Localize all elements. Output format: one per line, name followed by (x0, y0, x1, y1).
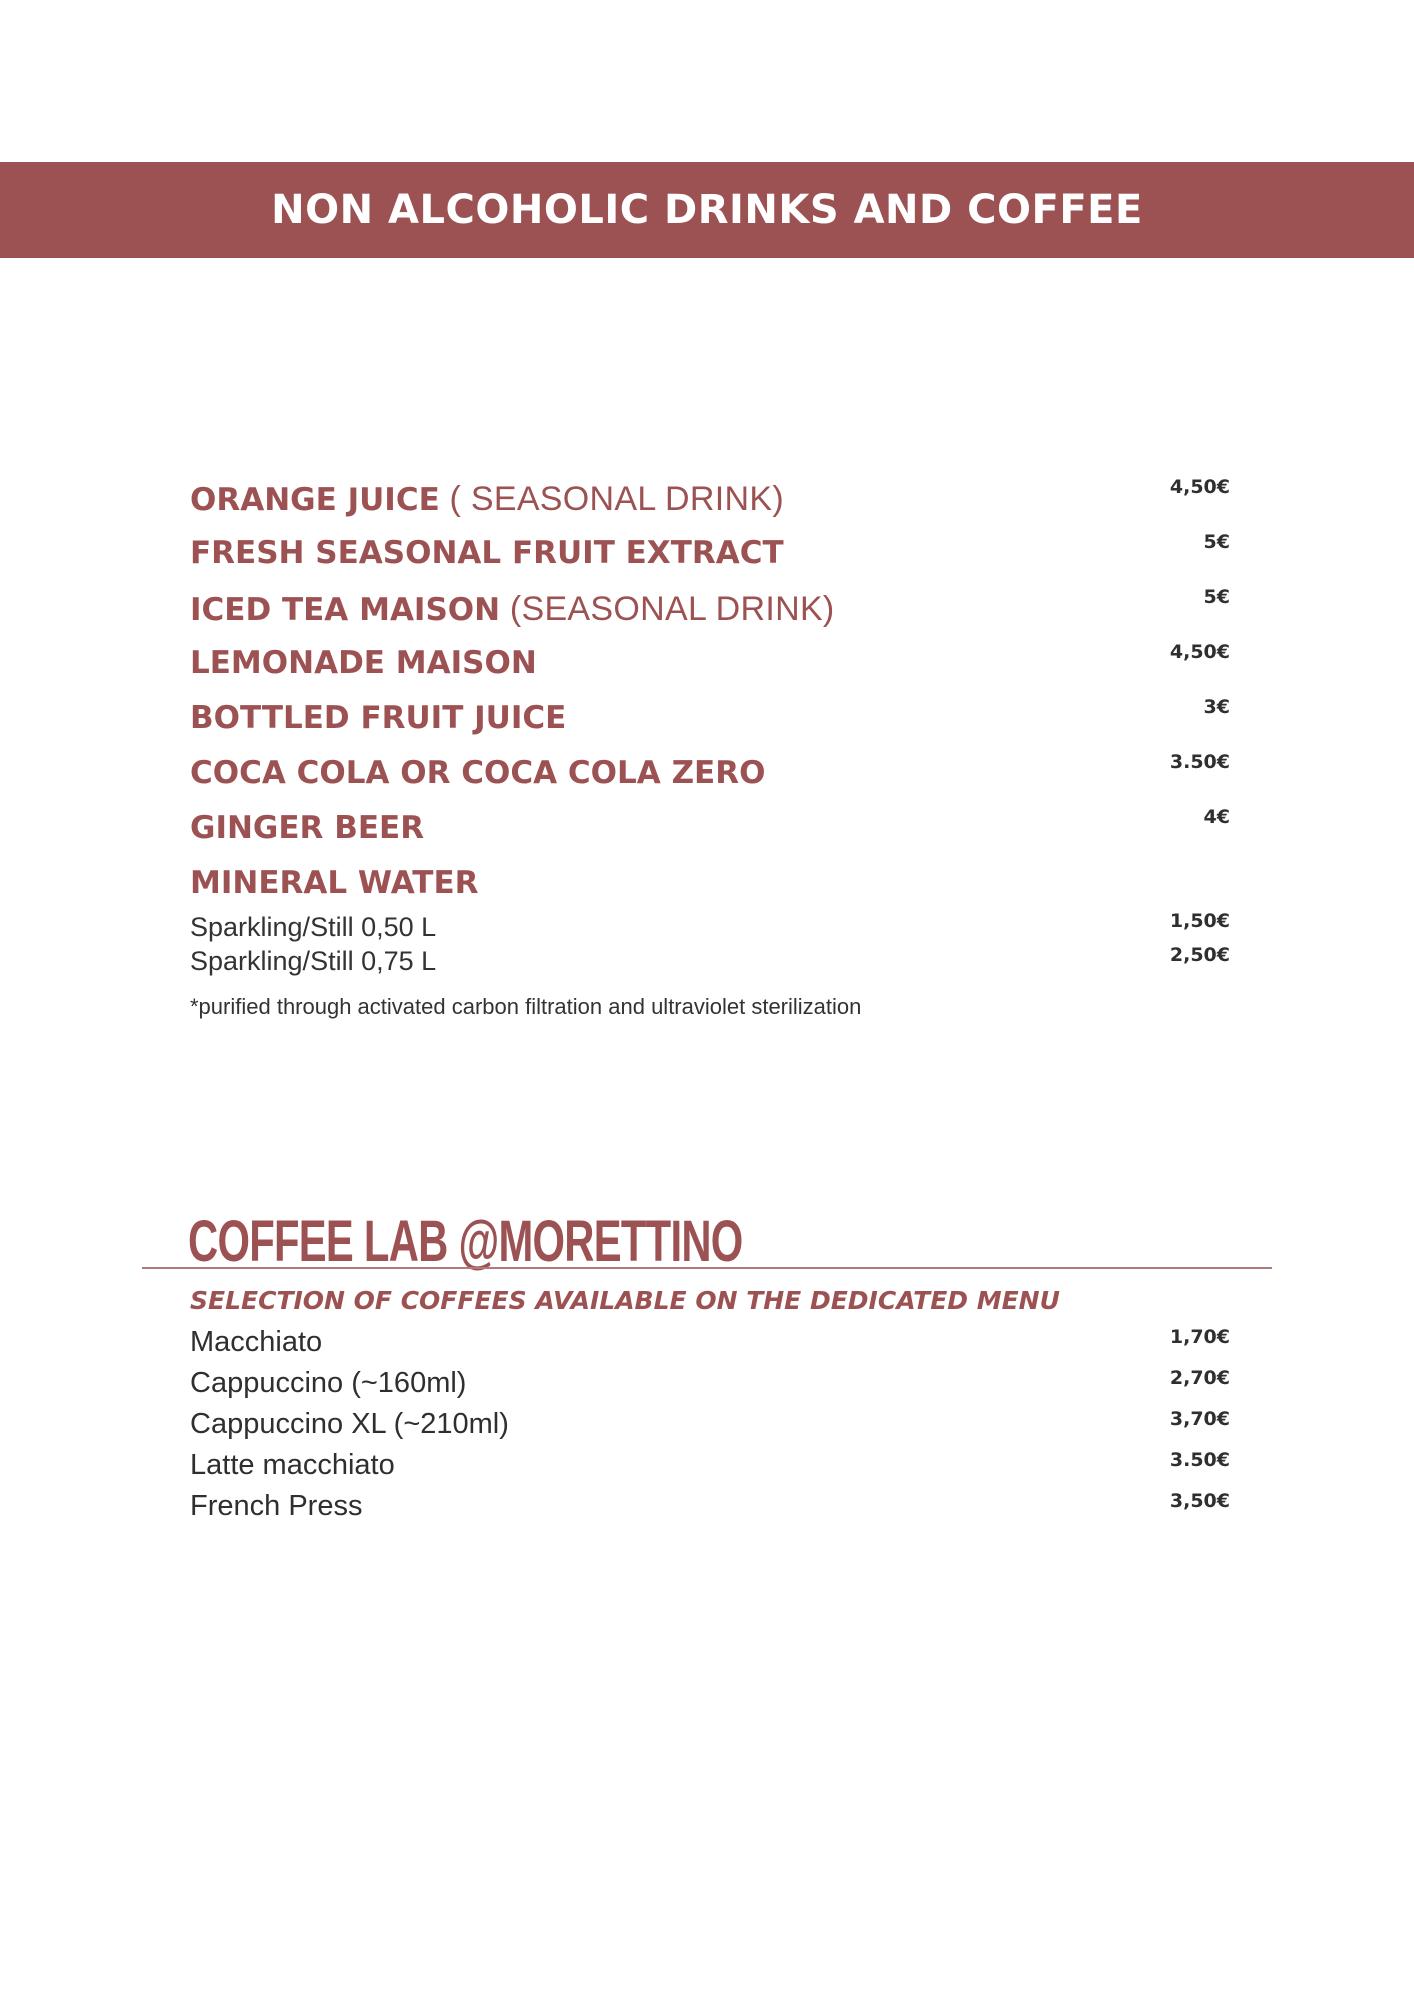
item-name: LEMONADE MAISON (190, 645, 537, 681)
page-title: NON ALCOHOLIC DRINKS AND COFFEE (271, 187, 1143, 233)
menu-item (190, 580, 1230, 635)
menu-item (190, 635, 1230, 690)
water-option-label: Sparkling/Still 0,75 L (190, 946, 437, 976)
item-note: ( SEASONAL DRINK) (439, 480, 784, 518)
coffee-item (190, 1449, 1230, 1490)
menu-item (190, 470, 1230, 525)
menu-item (190, 800, 1230, 855)
item-name: ORANGE JUICE ( SEASONAL DRINK) (190, 480, 784, 518)
divider (142, 1267, 1272, 1269)
footnote: *purified through activated carbon filtration and ultraviolet sterilization (190, 994, 862, 1019)
item-price: 4€ (1203, 806, 1230, 828)
coffee-name: Macchiato (190, 1326, 323, 1358)
coffee-name: Cappuccino XL (~210ml) (190, 1408, 509, 1440)
item-name: COCA COLA OR COCA COLA ZERO (190, 755, 766, 791)
item-price: 3€ (1203, 696, 1230, 718)
item-price: 4,50€ (1169, 476, 1230, 498)
coffee-price: 3.50€ (1169, 1449, 1230, 1471)
drinks-list (190, 470, 1230, 1020)
item-name: FRESH SEASONAL FRUIT EXTRACT (190, 535, 784, 571)
coffee-list (190, 1326, 1230, 1531)
item-price: 3.50€ (1169, 751, 1230, 773)
coffee-price: 3,50€ (1169, 1490, 1230, 1512)
item-name: MINERAL WATER (190, 865, 479, 901)
item-name: BOTTLED FRUIT JUICE (190, 700, 567, 736)
header-banner (0, 162, 1414, 258)
coffee-name: Cappuccino (~160ml) (190, 1367, 467, 1399)
item-price: 5€ (1203, 531, 1230, 553)
item-price: 5€ (1203, 586, 1230, 608)
coffee-price: 1,70€ (1169, 1326, 1230, 1348)
coffee-item (190, 1490, 1230, 1531)
item-name: GINGER BEER (190, 810, 425, 846)
coffee-subtitle: SELECTION OF COFFEES AVAILABLE ON THE DEDICATED MENU (190, 1286, 1060, 1315)
menu-item (190, 745, 1230, 800)
water-options (190, 912, 1230, 978)
coffee-name: French Press (190, 1490, 363, 1522)
coffee-item (190, 1326, 1230, 1367)
coffee-item (190, 1408, 1230, 1449)
coffee-section-title: COFFEE LAB @MORETTINO (188, 1209, 743, 1274)
menu-item-water (190, 855, 1230, 910)
item-price: 4,50€ (1169, 641, 1230, 663)
menu-item (190, 690, 1230, 745)
coffee-price: 2,70€ (1169, 1367, 1230, 1389)
coffee-price: 3,70€ (1169, 1408, 1230, 1430)
menu-item (190, 525, 1230, 580)
coffee-name: Latte macchiato (190, 1449, 395, 1481)
water-option-price: 2,50€ (1169, 944, 1230, 966)
water-option-label: Sparkling/Still 0,50 L (190, 912, 437, 942)
item-note: (SEASONAL DRINK) (500, 590, 835, 628)
item-name: ICED TEA MAISON (SEASONAL DRINK) (190, 590, 835, 628)
water-option-price: 1,50€ (1169, 910, 1230, 932)
coffee-item (190, 1367, 1230, 1408)
